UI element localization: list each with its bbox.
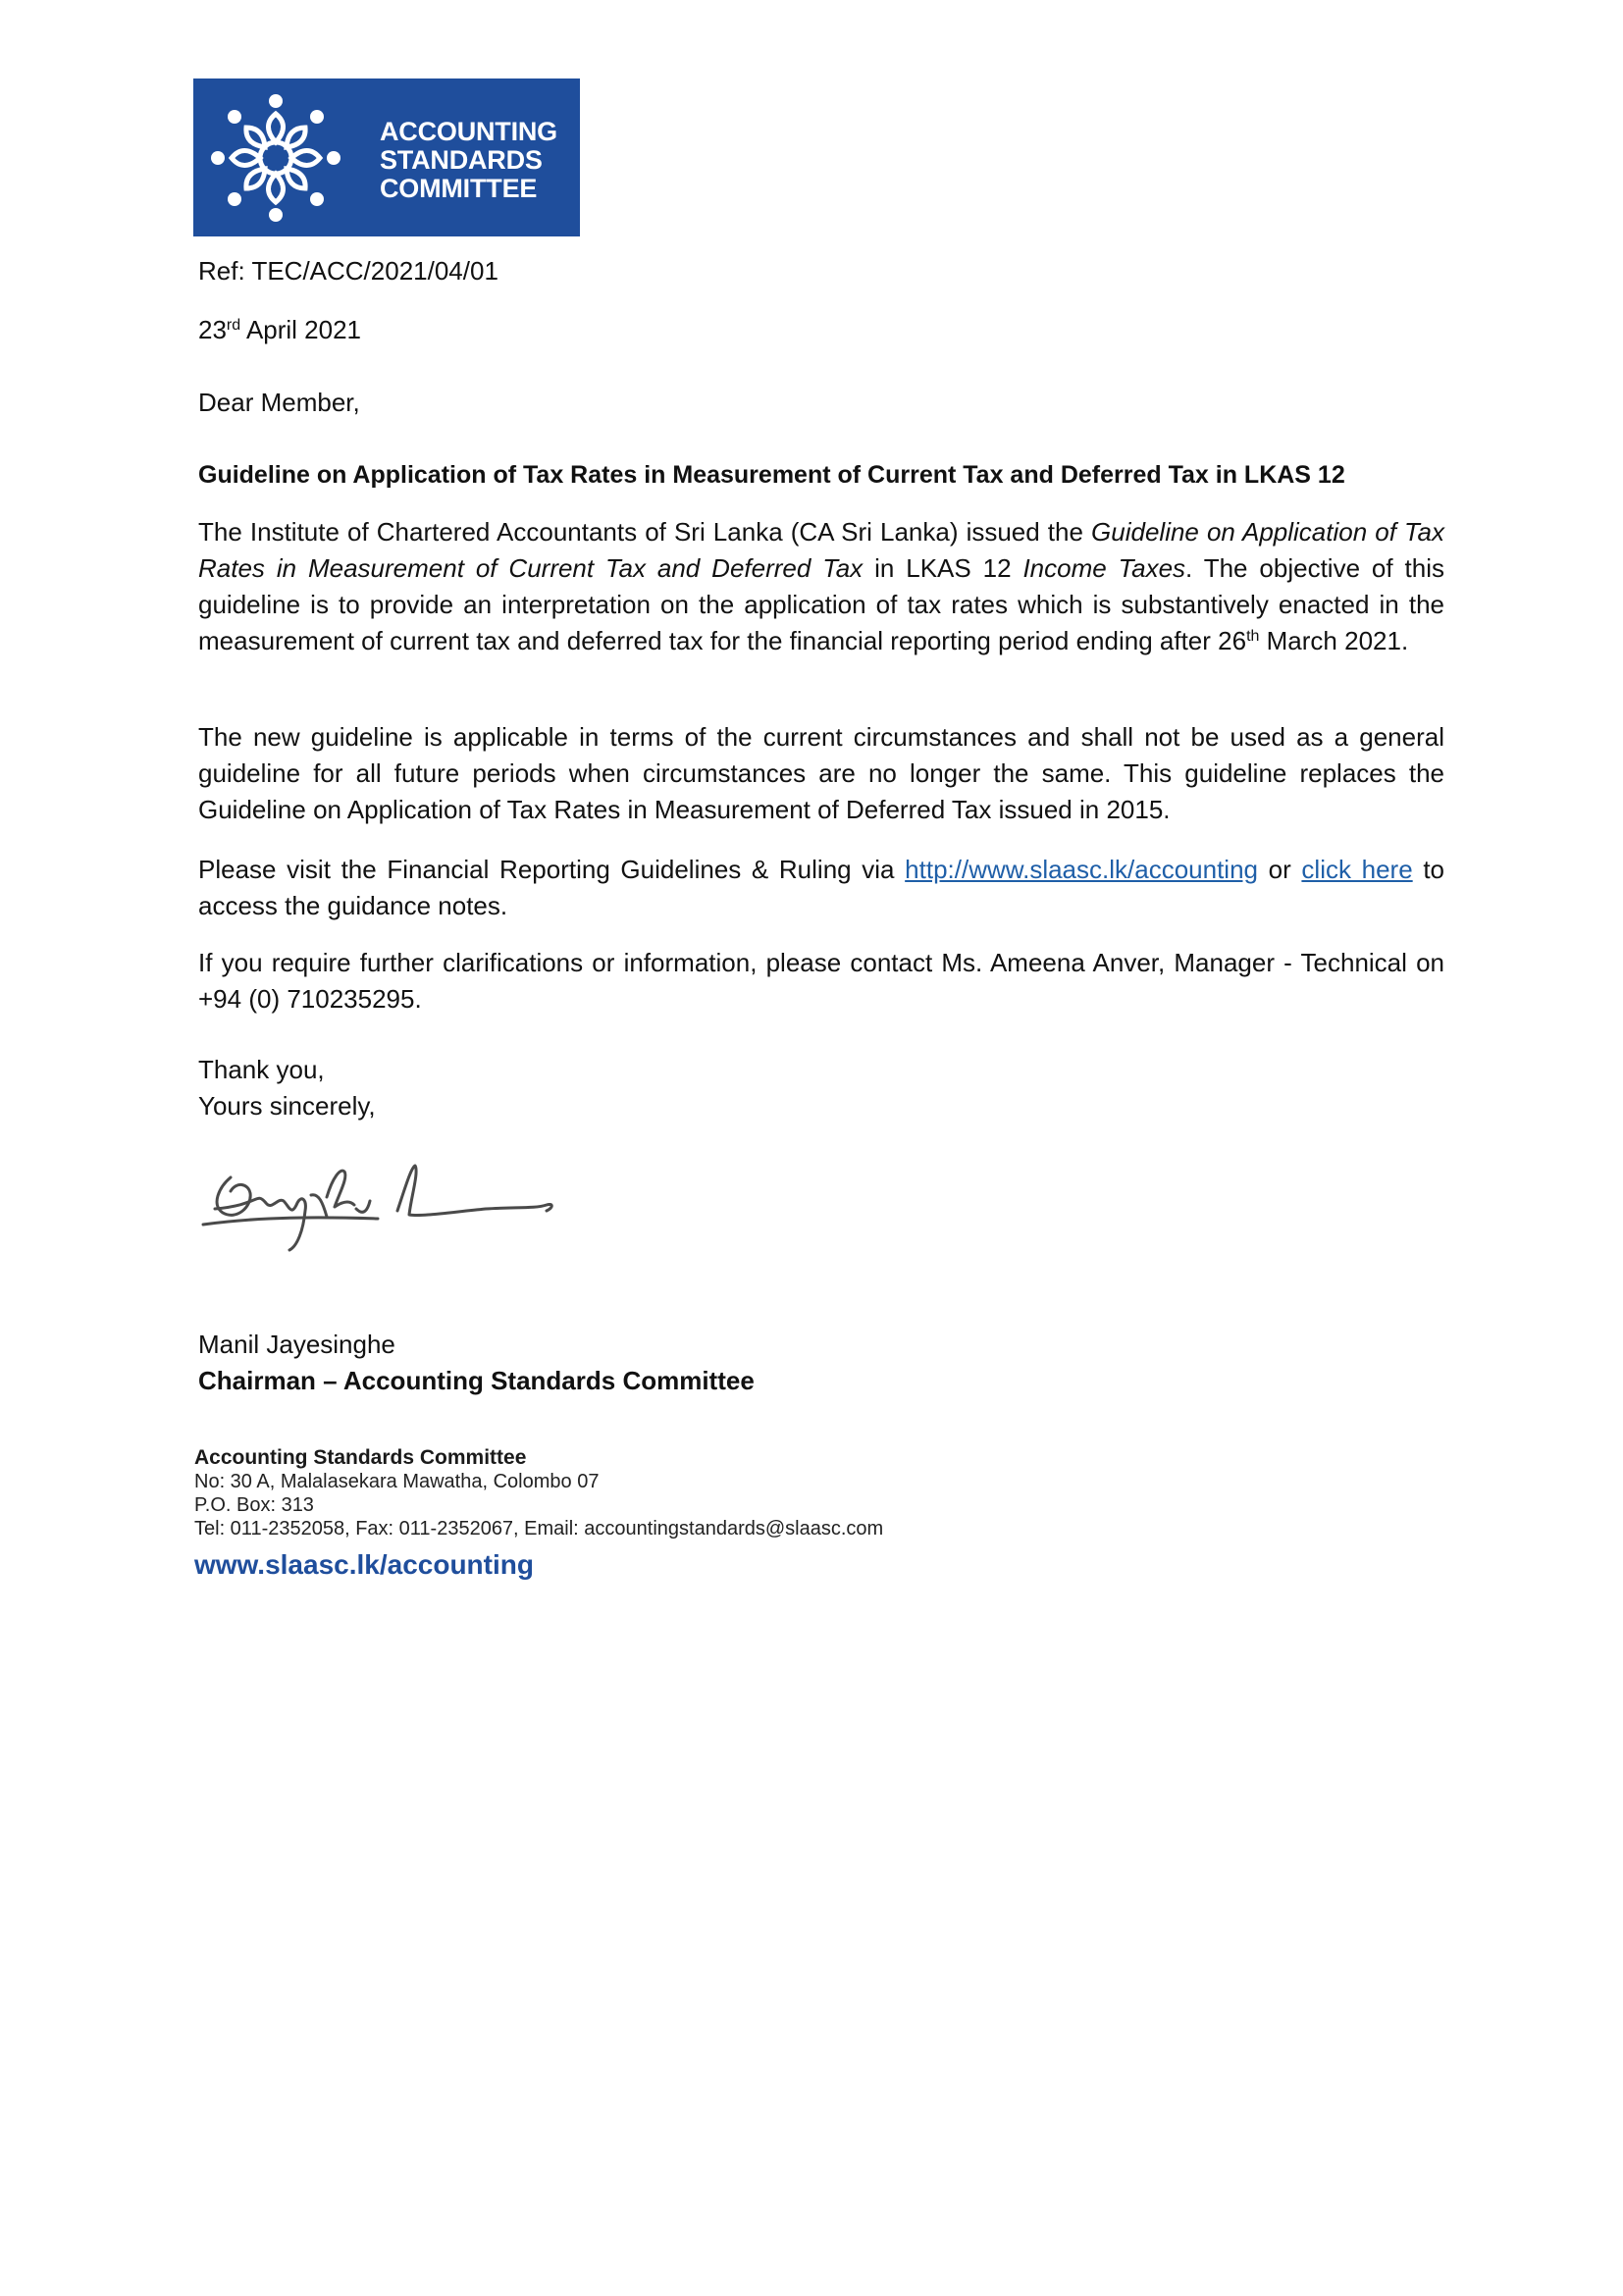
- flower-emblem-icon: [209, 92, 342, 224]
- accounting-url-link[interactable]: http://www.slaasc.lk/accounting: [905, 855, 1258, 884]
- date-suffix: rd: [226, 317, 241, 334]
- salutation: Dear Member,: [198, 388, 360, 417]
- p1-text-f: March 2021.: [1259, 626, 1409, 655]
- footer-contact: Tel: 011-2352058, Fax: 011-2352067, Email: accountingstandards@slaasc.com: [194, 1518, 884, 1539]
- click-here-link[interactable]: click here: [1301, 855, 1413, 884]
- paragraph-3: [198, 852, 1444, 924]
- closing: [198, 1052, 1444, 1124]
- closing-thanks: Thank you,: [198, 1055, 325, 1084]
- logo-line-1: ACCOUNTING: [380, 117, 557, 146]
- reference-number: Ref: TEC/ACC/2021/04/01: [198, 256, 498, 286]
- footer-pobox: P.O. Box: 313: [194, 1494, 314, 1516]
- letterhead-footer: [194, 1446, 883, 1582]
- footer-address: No: 30 A, Malalasekara Mawatha, Colombo 07: [194, 1471, 600, 1492]
- date-rest: April 2021: [240, 315, 362, 344]
- p3-text-c: to access the guidance notes.: [198, 855, 1444, 920]
- p3-text-a: Please visit the Financial Reporting Guidelines & Ruling via: [198, 855, 906, 884]
- paragraph-2: The new guideline is applicable in terms of the current circumstances and shall not be used as a general guideline for all future periods when circumstances are no longer the same. This guideline replaces the Guideline on Application of Tax Rates in Measurement of Deferred Tax issued in 2015.: [198, 722, 1444, 824]
- signatory-title: Chairman – Accounting Standards Committee: [198, 1366, 755, 1395]
- date-day: 23: [198, 315, 227, 344]
- p1-text-a: The Institute of Chartered Accountants of Sri Lanka (CA Sri Lanka) issued the: [198, 517, 1092, 547]
- p1-standard-title: Income Taxes: [1022, 553, 1186, 583]
- footer-website: www.slaasc.lk/accounting: [194, 1549, 534, 1580]
- p3-text-b: or: [1258, 855, 1302, 884]
- committee-logo: [193, 78, 580, 236]
- letter-date: [198, 312, 1444, 348]
- logo-line-3: COMMITTEE: [380, 174, 538, 203]
- handwritten-signature: [201, 1148, 564, 1261]
- signatory-name: Manil Jayesinghe: [198, 1330, 395, 1359]
- paragraph-4: If you require further clarifications or information, please contact Ms. Ameena Anver, Manager - Technical on +94 (0) 710235295.: [198, 948, 1444, 1014]
- subject-line: Guideline on Application of Tax Rates in Measurement of Current Tax and Deferred Tax in LKAS 12: [198, 461, 1345, 489]
- signatory: [198, 1327, 1444, 1399]
- closing-sincerely: Yours sincerely,: [198, 1091, 376, 1121]
- p1-guideline-title: Guideline on Application of Tax Rates in Measurement of Current Tax and Deferred Tax: [198, 517, 1444, 583]
- p1-text-e: . The objective of this guideline is to provide an interpretation on the application of tax rates which is substantively enacted in the measurement of current tax and deferred tax for the financial reporting period ending after 26: [198, 553, 1444, 655]
- logo-wordmark: [380, 118, 557, 203]
- p1-date-suffix: th: [1246, 628, 1260, 645]
- p1-text-c: in LKAS 12: [863, 553, 1023, 583]
- paragraph-1: [198, 514, 1444, 659]
- footer-org-name: Accounting Standards Committee: [194, 1446, 527, 1469]
- logo-line-2: STANDARDS: [380, 145, 543, 175]
